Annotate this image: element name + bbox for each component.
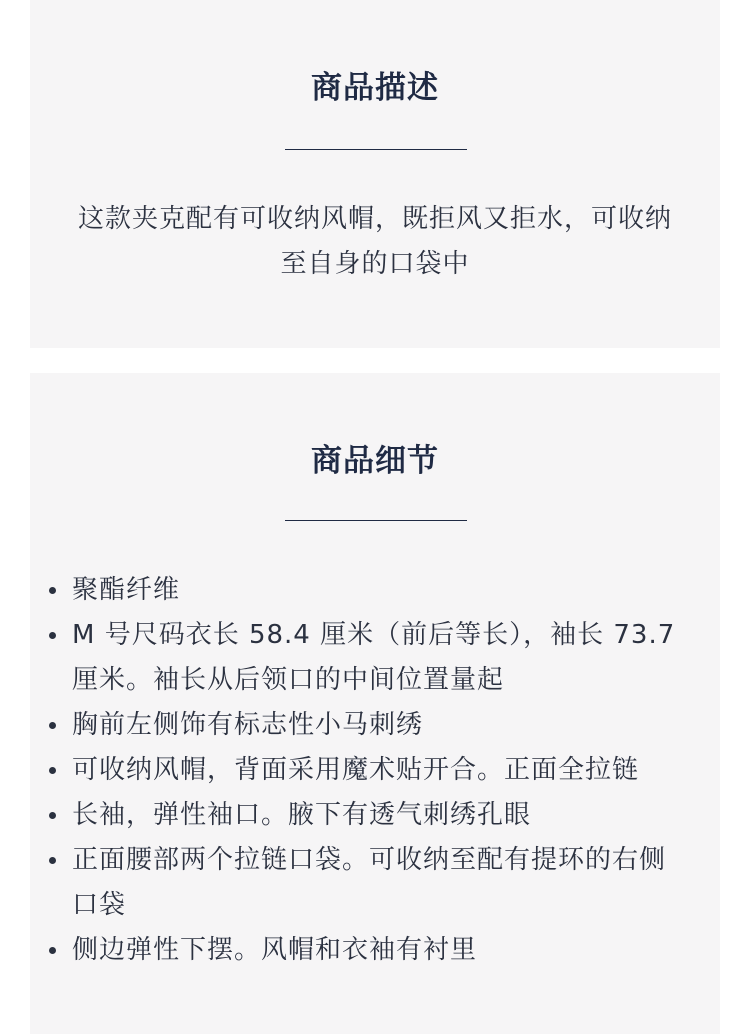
list-item: 长袖，弹性袖口。腋下有透气刺绣孔眼 (72, 793, 692, 838)
bullet-icon (49, 812, 56, 819)
details-title: 商品细节 (311, 443, 439, 479)
list-item: 胸前左侧饰有标志性小马刺绣 (72, 703, 692, 748)
bullet-icon (49, 947, 56, 954)
bullet-icon (49, 767, 56, 774)
title-divider (285, 149, 467, 150)
product-details-card (30, 373, 720, 1034)
bullet-icon (49, 587, 56, 594)
details-list (72, 568, 692, 973)
list-item: M 号尺码衣长 58.4 厘米（前后等长），袖长 73.7 厘米。袖长从后领口的中间位置量起 (72, 613, 692, 703)
list-item: 正面腰部两个拉链口袋。可收纳至配有提环的右侧口袋 (72, 838, 692, 928)
bullet-icon (49, 857, 56, 864)
list-item: 聚酯纤维 (72, 568, 692, 613)
description-text: 这款夹克配有可收纳风帽，既拒风又拒水，可收纳至自身的口袋中 (77, 204, 672, 279)
list-item: 可收纳风帽，背面采用魔术贴开合。正面全拉链 (72, 748, 692, 793)
title-divider (285, 520, 467, 521)
bullet-icon (49, 632, 56, 639)
list-item: 侧边弹性下摆。风帽和衣袖有衬里 (72, 928, 692, 973)
description-title: 商品描述 (311, 70, 439, 106)
bullet-icon (49, 722, 56, 729)
product-description-card (30, 0, 720, 348)
